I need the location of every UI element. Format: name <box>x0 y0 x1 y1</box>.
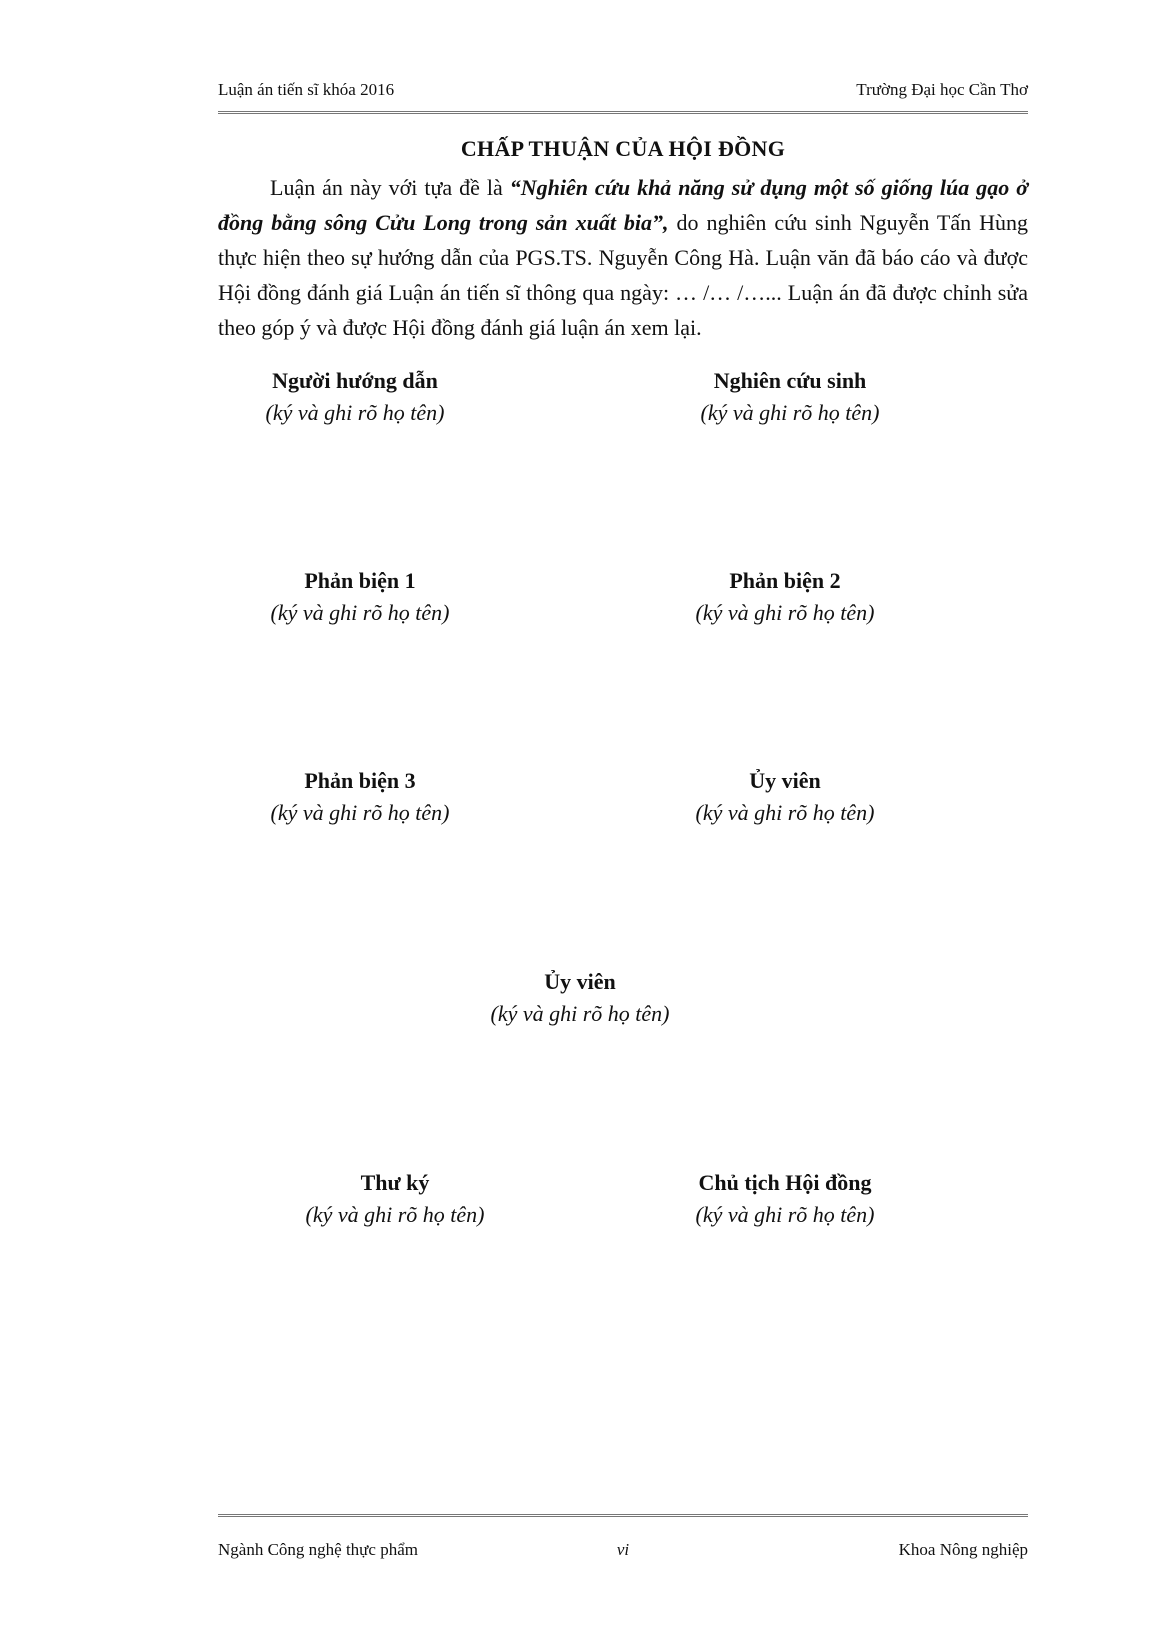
footer-right-text: Khoa Nông nghiệp <box>898 1540 1028 1559</box>
signature-block-reviewer-3 <box>180 766 540 830</box>
footer-divider <box>218 1514 1028 1517</box>
signature-role: Phản biện 2 <box>729 568 841 593</box>
signature-note: (ký và ghi rõ họ tên) <box>695 600 875 625</box>
signature-block-reviewer-2 <box>605 566 965 630</box>
header-right-text: Trường Đại học Cần Thơ <box>856 80 1028 99</box>
signature-block-candidate <box>610 366 970 430</box>
signature-note: (ký và ghi rõ họ tên) <box>695 800 875 825</box>
signature-role: Phản biện 3 <box>304 768 416 793</box>
signature-block-reviewer-1 <box>180 566 540 630</box>
signature-role: Phản biện 1 <box>304 568 416 593</box>
header-divider <box>218 111 1028 114</box>
page-title: CHẤP THUẬN CỦA HỘI ĐỒNG <box>460 136 786 161</box>
signature-block-secretary <box>215 1168 575 1232</box>
signature-note: (ký và ghi rõ họ tên) <box>270 800 450 825</box>
header-left-text: Luận án tiến sĩ khóa 2016 <box>218 80 395 99</box>
footer-left-text: Ngành Công nghệ thực phẩm <box>218 1540 418 1559</box>
signature-role: Thư ký <box>360 1170 430 1195</box>
signature-note: (ký và ghi rõ họ tên) <box>490 1001 670 1026</box>
signature-note: (ký và ghi rõ họ tên) <box>700 400 880 425</box>
thesis-title: “Nghiên cứu khả năng sử dụng một số giống lúa gạo ở đồng bằng sông Cửu Long trong sản xuất bia”, <box>218 175 1029 235</box>
signature-role: Chủ tịch Hội đồng <box>698 1170 872 1195</box>
approval-paragraph <box>218 170 1028 345</box>
paragraph-text-2: do nghiên cứu sinh Nguyễn Tấn Hùng thực hiện theo sự hướng dẫn của PGS.TS. Nguyễn Công Hà. Luận văn đã báo cáo và được Hội đồng đánh giá Luận án tiến sĩ thông qua ngày: … /… /…... Luận án đã được chỉnh sửa theo góp ý và được Hội đồng đánh giá luận án xem lại. <box>218 210 1028 340</box>
signature-note: (ký và ghi rõ họ tên) <box>270 600 450 625</box>
signature-role: Người hướng dẫn <box>272 368 438 393</box>
signature-role: Ủy viên <box>749 768 821 793</box>
signature-role: Nghiên cứu sinh <box>713 368 867 393</box>
signature-note: (ký và ghi rõ họ tên) <box>265 400 445 425</box>
signature-note: (ký và ghi rõ họ tên) <box>695 1202 875 1227</box>
signature-role: Ủy viên <box>544 969 616 994</box>
signature-block-member-2 <box>400 967 760 1031</box>
page-number: vi <box>616 1540 630 1559</box>
signature-block-member-1 <box>605 766 965 830</box>
signature-note: (ký và ghi rõ họ tên) <box>305 1202 485 1227</box>
paragraph-text-1: Luận án này với tựa đề là <box>270 175 510 200</box>
signature-block-advisor <box>175 366 535 430</box>
signature-block-chairman <box>605 1168 965 1232</box>
